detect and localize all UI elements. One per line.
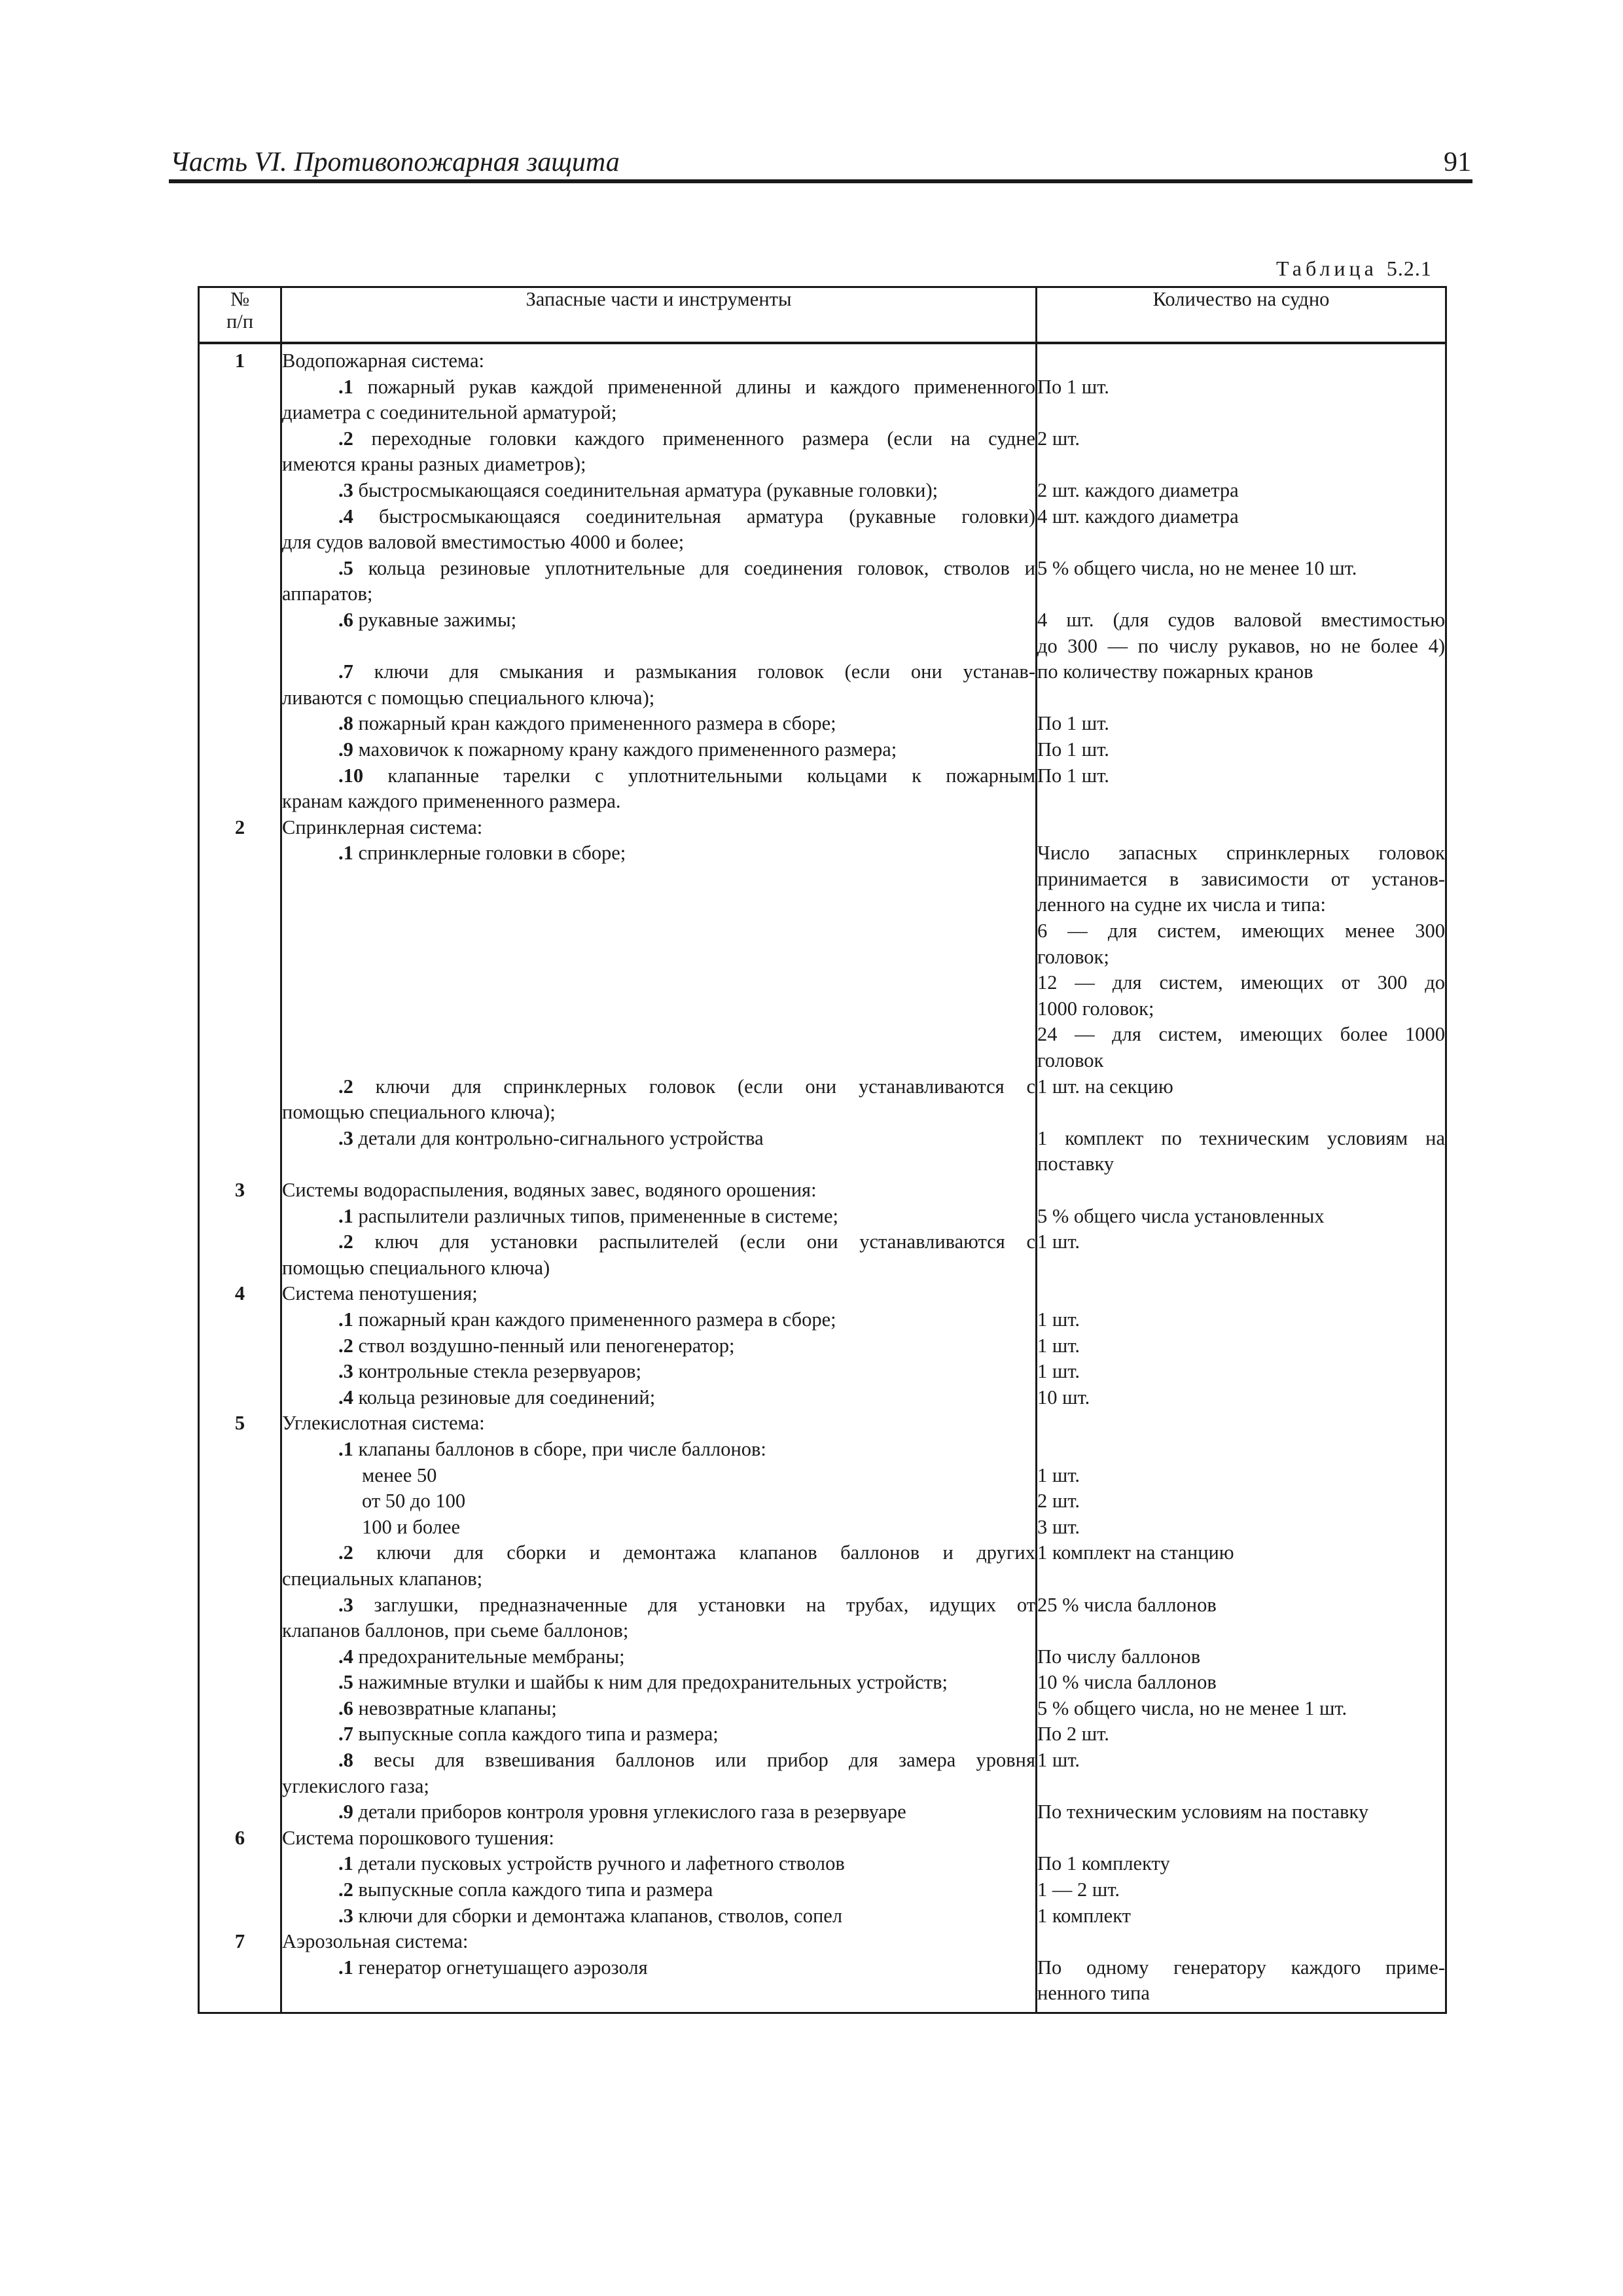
quantity-line: 4 шт. (для судов валовой вместимостью bbox=[1037, 608, 1445, 631]
sub-item-text: .4 кольца резиновые для соединений; bbox=[338, 1386, 656, 1408]
row-number-text: 3 bbox=[234, 1179, 245, 1201]
parts-description-cell bbox=[281, 343, 1037, 815]
table-row bbox=[199, 1410, 1446, 1825]
item-index: .3 bbox=[338, 1360, 353, 1383]
table-row bbox=[199, 1281, 1446, 1410]
quantity-line: По 1 шт. bbox=[1037, 712, 1109, 735]
sub-item-text: .3 контрольные стекла резервуаров; bbox=[338, 1360, 641, 1383]
row-number bbox=[199, 815, 281, 1177]
quantity-line bbox=[1037, 1255, 1445, 1282]
description-line bbox=[282, 1151, 1035, 1177]
description-line bbox=[282, 1981, 1035, 2007]
item-index: .10 bbox=[338, 764, 364, 787]
quantity-line bbox=[1037, 1566, 1445, 1592]
sub-condition-text: 100 и более bbox=[362, 1515, 460, 1538]
table-body bbox=[199, 343, 1446, 2013]
quantity-line: 5 % общего числа, но не менее 10 шт. bbox=[1037, 556, 1357, 579]
quantity-line: 2 шт. bbox=[1037, 1490, 1080, 1513]
quantity-line: 1 шт. на секцию bbox=[1037, 1075, 1173, 1098]
quantity-line: принимается в зависимости от установ- bbox=[1037, 867, 1445, 890]
quantity-line: ненного типа bbox=[1037, 1982, 1150, 2005]
item-index: .9 bbox=[338, 738, 353, 761]
item-index: .3 bbox=[338, 478, 353, 501]
quantity-cell bbox=[1037, 1410, 1446, 1825]
quantity-line bbox=[1037, 1774, 1445, 1800]
quantity-line: 1 шт. bbox=[1037, 1230, 1080, 1253]
sub-item-text: .1 спринклерные головки в сборе; bbox=[338, 842, 626, 865]
item-index: .1 bbox=[338, 1308, 353, 1331]
row-number-text: 4 bbox=[234, 1282, 245, 1305]
quantity-cell bbox=[1037, 1929, 1446, 2013]
row-number-text: 7 bbox=[234, 1930, 245, 1953]
item-index: .2 bbox=[338, 1334, 353, 1357]
quantity-line: По одному генератору каждого приме- bbox=[1037, 1956, 1445, 1979]
sub-item-text: .5 кольца резиновые уплотнительные для соединения головок, стволов и bbox=[338, 556, 1035, 579]
spare-parts-table bbox=[198, 286, 1447, 2014]
item-index: .3 bbox=[338, 1126, 353, 1149]
quantity-line: По числу баллонов bbox=[1037, 1645, 1201, 1668]
description-line: Системы водораспыления, водяных завес, водяного орошения: bbox=[282, 1179, 817, 1201]
item-index: .7 bbox=[338, 660, 353, 683]
item-index: .9 bbox=[338, 1801, 353, 1823]
quantity-line bbox=[1037, 400, 1445, 426]
row-number bbox=[199, 1825, 281, 1929]
sub-item-text: .2 ключ для установки распылителей (если они устанавливаются с bbox=[338, 1230, 1035, 1253]
row-number-text: 1 bbox=[234, 350, 245, 372]
item-index: .3 bbox=[338, 1593, 353, 1616]
table-caption-number: 5.2.1 bbox=[1386, 257, 1432, 280]
running-header bbox=[169, 145, 1472, 183]
quantity-line: 1 комплект по техническим условиям на bbox=[1037, 1126, 1445, 1149]
parts-description-cell bbox=[281, 1177, 1037, 1281]
item-index: .8 bbox=[338, 712, 353, 735]
quantity-line: По 1 шт. bbox=[1037, 375, 1109, 398]
row-number bbox=[199, 1410, 281, 1825]
parts-description-cell bbox=[281, 815, 1037, 1177]
sub-item-text: .1 распылители различных типов, примененные в системе; bbox=[338, 1204, 838, 1227]
description-line bbox=[282, 634, 1035, 660]
quantity-line: 1 комплект на станцию bbox=[1037, 1541, 1234, 1564]
sub-item-text: .9 маховичок к пожарному крану каждого примененного размера; bbox=[338, 738, 897, 761]
row-number bbox=[199, 1929, 281, 2013]
quantity-line bbox=[1037, 348, 1445, 374]
table-row bbox=[199, 1177, 1446, 1281]
table-caption-word: Таблица bbox=[1276, 257, 1378, 280]
quantity-line: 10 шт. bbox=[1037, 1386, 1090, 1408]
sub-item-text: .8 весы для взвешивания баллонов или прибор для замера уровня bbox=[338, 1749, 1035, 1772]
sub-item-text: .5 нажимные втулки и шайбы к ним для предохранительных устройств; bbox=[338, 1671, 948, 1694]
quantity-line bbox=[1037, 1825, 1445, 1852]
item-index: .5 bbox=[338, 556, 353, 579]
quantity-line bbox=[1037, 1929, 1445, 1955]
quantity-line: 1 комплект bbox=[1037, 1904, 1131, 1927]
description-line: для судов валовой вместимостью 4000 и более; bbox=[282, 531, 685, 554]
quantity-line: 1 шт. bbox=[1037, 1308, 1080, 1331]
quantity-line: По техническим условиям на поставку bbox=[1037, 1801, 1369, 1823]
table-header-row bbox=[199, 287, 1446, 344]
quantity-line: до 300 — по числу рукавов, но не более 4) bbox=[1037, 634, 1445, 657]
description-line: Водопожарная система: bbox=[282, 350, 485, 372]
table-row bbox=[199, 815, 1446, 1177]
quantity-line: 25 % числа баллонов bbox=[1037, 1593, 1217, 1616]
quantity-line: По 1 шт. bbox=[1037, 738, 1109, 761]
item-index: .2 bbox=[338, 1230, 353, 1253]
quantity-line bbox=[1037, 815, 1445, 841]
description-line: Углекислотная система: bbox=[282, 1412, 485, 1435]
quantity-line bbox=[1037, 1437, 1445, 1463]
sub-item-text: .3 быстросмыкающаяся соединительная арматура (рукавные головки); bbox=[338, 478, 938, 501]
table-row bbox=[199, 1825, 1446, 1929]
quantity-cell bbox=[1037, 1177, 1446, 1281]
quantity-line bbox=[1037, 581, 1445, 607]
quantity-line: 5 % общего числа, но не менее 1 шт. bbox=[1037, 1696, 1347, 1719]
item-index: .4 bbox=[338, 1645, 353, 1668]
sub-item-text: .6 рукавные зажимы; bbox=[338, 608, 517, 631]
sub-item-text: .1 генератор огнетушащего аэрозоля bbox=[338, 1956, 648, 1979]
quantity-line: 1 — 2 шт. bbox=[1037, 1878, 1120, 1901]
item-index: .3 bbox=[338, 1904, 353, 1927]
quantity-line: 1 шт. bbox=[1037, 1334, 1080, 1357]
quantity-line bbox=[1037, 529, 1445, 556]
sub-item-text: .1 детали пусковых устройств ручного и лафетного стволов bbox=[338, 1852, 845, 1875]
page-number: 91 bbox=[1444, 147, 1471, 177]
description-line bbox=[282, 1022, 1035, 1048]
quantity-line: 1000 головок; bbox=[1037, 997, 1154, 1020]
sub-item-text: .1 пожарный рукав каждой примененной длины и каждого примененного bbox=[338, 375, 1035, 398]
row-number bbox=[199, 343, 281, 815]
quantity-line bbox=[1037, 685, 1445, 711]
description-line: помощью специального ключа); bbox=[282, 1101, 556, 1124]
item-index: .2 bbox=[338, 427, 353, 450]
quantity-line bbox=[1037, 1177, 1445, 1204]
quantity-cell bbox=[1037, 1825, 1446, 1929]
description-line: клапанов баллонов, при сьеме баллонов; bbox=[282, 1619, 629, 1642]
quantity-line: 10 % числа баллонов bbox=[1037, 1671, 1217, 1694]
sub-item-text: .4 предохранительные мембраны; bbox=[338, 1645, 625, 1668]
quantity-line bbox=[1037, 1410, 1445, 1437]
description-line: углекислого газа; bbox=[282, 1774, 429, 1797]
quantity-line: 2 шт. bbox=[1037, 427, 1080, 450]
col-header-number: № п/п bbox=[199, 287, 281, 344]
item-index: .1 bbox=[338, 1437, 353, 1460]
sub-item-text: .3 заглушки, предназначенные для установки на трубах, идущих от bbox=[338, 1593, 1035, 1616]
item-index: .8 bbox=[338, 1749, 353, 1772]
sub-item-text: .1 клапаны баллонов в сборе, при числе баллонов: bbox=[338, 1437, 766, 1460]
quantity-line: По 1 комплекту bbox=[1037, 1852, 1170, 1875]
description-line: имеются краны разных диаметров); bbox=[282, 453, 586, 476]
sub-item-text: .7 ключи для смыкания и размыкания головок (если они устанав- bbox=[338, 660, 1035, 683]
quantity-line: Число запасных спринклерных головок bbox=[1037, 842, 1445, 865]
sub-item-text: .2 ствол воздушно-пенный или пеногенератор; bbox=[338, 1334, 735, 1357]
parts-description-cell bbox=[281, 1410, 1037, 1825]
quantity-line: 5 % общего числа установленных bbox=[1037, 1204, 1325, 1227]
item-index: .1 bbox=[338, 842, 353, 865]
description-line: Система порошкового тушения: bbox=[282, 1826, 554, 1849]
parts-description-cell bbox=[281, 1929, 1037, 2013]
description-line: Аэрозольная система: bbox=[282, 1930, 469, 1953]
quantity-line bbox=[1037, 1100, 1445, 1126]
row-number-text: 5 bbox=[234, 1412, 245, 1435]
description-line: ливаются с помощью специального ключа); bbox=[282, 686, 655, 709]
quantity-line: 6 — для систем, имеющих менее 300 bbox=[1037, 920, 1445, 942]
description-line bbox=[282, 944, 1035, 971]
sub-item-text: .9 детали приборов контроля уровня углекислого газа в резервуаре bbox=[338, 1801, 906, 1823]
description-line bbox=[282, 970, 1035, 996]
item-index: .6 bbox=[338, 1696, 353, 1719]
description-line: аппаратов; bbox=[282, 583, 373, 605]
quantity-line: 4 шт. каждого диаметра bbox=[1037, 505, 1239, 528]
description-line: диаметра с соединительной арматурой; bbox=[282, 401, 617, 424]
description-line: специальных клапанов; bbox=[282, 1567, 483, 1590]
row-number bbox=[199, 1281, 281, 1410]
sub-item-text: .3 детали для контрольно-сигнального устройства bbox=[338, 1126, 764, 1149]
item-index: .7 bbox=[338, 1723, 353, 1746]
description-line: помощью специального ключа) bbox=[282, 1256, 550, 1279]
sub-item-text: .2 ключи для спринклерных головок (если они устанавливаются с bbox=[338, 1075, 1035, 1098]
item-index: .1 bbox=[338, 1852, 353, 1875]
item-index: .6 bbox=[338, 608, 353, 631]
quantity-line bbox=[1037, 1618, 1445, 1644]
sub-item-text: .4 быстросмыкающаяся соединительная арматура (рукавные головки) bbox=[338, 505, 1035, 528]
description-line: Спринклерная система: bbox=[282, 816, 483, 838]
quantity-line: 1 шт. bbox=[1037, 1749, 1080, 1772]
quantity-line bbox=[1037, 1281, 1445, 1307]
quantity-cell bbox=[1037, 1281, 1446, 1410]
quantity-line: по количеству пожарных кранов bbox=[1037, 660, 1313, 683]
quantity-line: ленного на судне их числа и типа: bbox=[1037, 893, 1326, 916]
quantity-line bbox=[1037, 452, 1445, 478]
quantity-line: головок; bbox=[1037, 945, 1109, 968]
item-index: .1 bbox=[338, 1204, 353, 1227]
row-number bbox=[199, 1177, 281, 1281]
sub-item-text: .2 переходные головки каждого примененного размера (если на судне bbox=[338, 427, 1035, 450]
description-line bbox=[282, 867, 1035, 893]
quantity-cell bbox=[1037, 815, 1446, 1177]
col-header-quantity: Количество на судно bbox=[1037, 287, 1446, 344]
quantity-line: головок bbox=[1037, 1049, 1104, 1072]
item-index: .2 bbox=[338, 1541, 353, 1564]
col-header-parts: Запасные части и инструменты bbox=[281, 287, 1037, 344]
quantity-line: поставку bbox=[1037, 1153, 1115, 1175]
quantity-cell bbox=[1037, 343, 1446, 815]
item-index: .2 bbox=[338, 1075, 353, 1098]
row-number-text: 6 bbox=[234, 1826, 245, 1849]
quantity-line: 12 — для систем, имеющих от 300 до bbox=[1037, 971, 1445, 994]
description-line: кранам каждого примененного размера. bbox=[282, 790, 621, 813]
item-index: .1 bbox=[338, 375, 353, 398]
quantity-line bbox=[1037, 789, 1445, 815]
sub-item-text: .8 пожарный кран каждого примененного размера в сборе; bbox=[338, 712, 836, 735]
sub-item-text: .6 невозвратные клапаны; bbox=[338, 1696, 557, 1719]
part-title: Часть VI. Противопожарная защита bbox=[170, 147, 620, 177]
quantity-line: 24 — для систем, имеющих более 1000 bbox=[1037, 1023, 1445, 1046]
sub-condition-text: менее 50 bbox=[362, 1463, 437, 1486]
description-line bbox=[282, 996, 1035, 1022]
description-line bbox=[282, 918, 1035, 944]
item-index: .1 bbox=[338, 1956, 353, 1979]
parts-description-cell bbox=[281, 1825, 1037, 1929]
item-index: .2 bbox=[338, 1878, 353, 1901]
item-index: .4 bbox=[338, 1386, 353, 1408]
table-row bbox=[199, 343, 1446, 815]
quantity-line: 1 шт. bbox=[1037, 1463, 1080, 1486]
sub-item-text: .2 выпускные сопла каждого типа и размера bbox=[338, 1878, 713, 1901]
sub-item-text: .7 выпускные сопла каждого типа и размера; bbox=[338, 1723, 719, 1746]
item-index: .4 bbox=[338, 505, 353, 528]
quantity-line: 1 шт. bbox=[1037, 1360, 1080, 1383]
sub-item-text: .2 ключи для сборки и демонтажа клапанов баллонов и других bbox=[338, 1541, 1035, 1564]
table-caption bbox=[1276, 255, 1432, 281]
description-line: Система пенотушения; bbox=[282, 1282, 478, 1305]
quantity-line: По 2 шт. bbox=[1037, 1723, 1109, 1746]
parts-description-cell bbox=[281, 1281, 1037, 1410]
description-line bbox=[282, 892, 1035, 918]
sub-item-text: .10 клапанные тарелки с уплотнительными кольцами к пожарным bbox=[338, 764, 1035, 787]
quantity-line: По 1 шт. bbox=[1037, 764, 1109, 787]
table-row bbox=[199, 1929, 1446, 2013]
item-index: .5 bbox=[338, 1671, 353, 1694]
description-line bbox=[282, 1048, 1035, 1074]
sub-condition-text: от 50 до 100 bbox=[362, 1490, 466, 1513]
sub-item-text: .3 ключи для сборки и демонтажа клапанов, стволов, сопел bbox=[338, 1904, 843, 1927]
sub-item-text: .1 пожарный кран каждого примененного размера в сборе; bbox=[338, 1308, 836, 1331]
quantity-line: 3 шт. bbox=[1037, 1515, 1080, 1538]
row-number-text: 2 bbox=[234, 816, 245, 838]
quantity-line: 2 шт. каждого диаметра bbox=[1037, 478, 1239, 501]
